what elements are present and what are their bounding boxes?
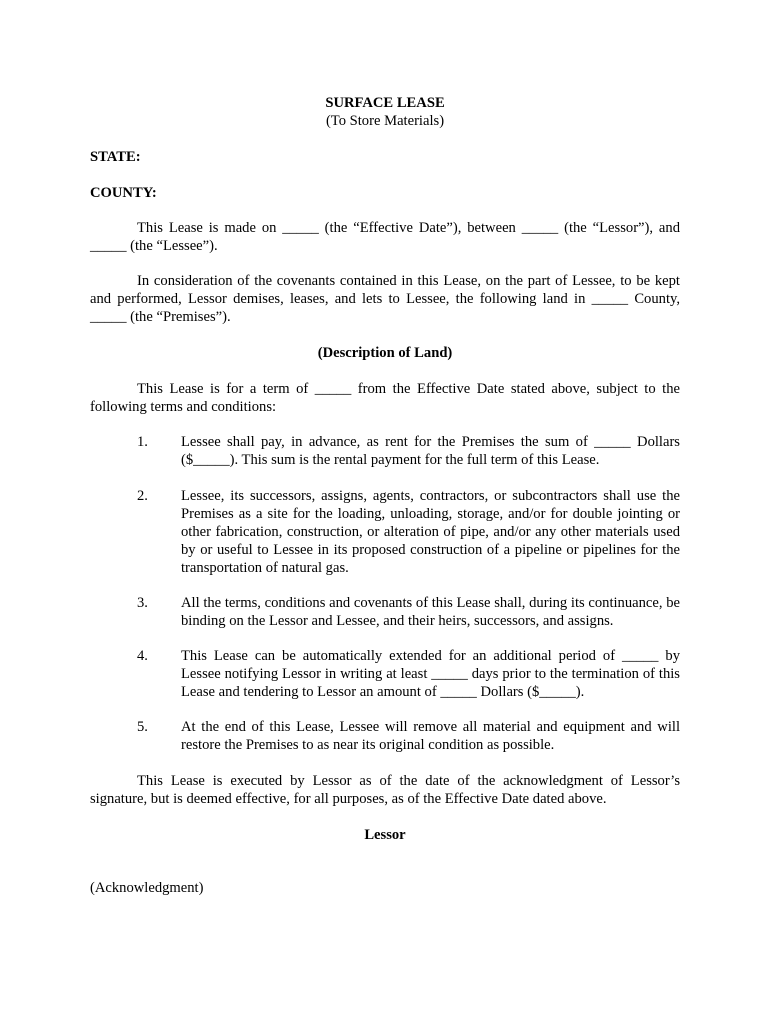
paragraph-effective-date-line1: This Lease is made on _____ (the “Effective Date”), between _____ (the “Lessor”), and — [137, 220, 680, 236]
land-description-heading: (Description of Land) — [317, 345, 453, 361]
paragraph-effective-date-line2: _____ (the “Lessee”). — [90, 238, 218, 254]
document-subtitle: (To Store Materials) — [325, 113, 445, 129]
term-text: Lessee, its successors, assigns, agents, contractors, or subcontractors shall use the Premises as a site for the loading, unloading, storage, and/or for double jointing or other fabrication, construction, or alteration of pipe, and/or any other materials used by or useful to Lessee in its proposed construction of a pipeline or pipelines for the transportation of natural gas. — [181, 488, 680, 576]
lessor-label: Lessor — [364, 827, 406, 843]
term-number: 3. — [137, 595, 148, 611]
term-text: Lessee shall pay, in advance, as rent for the Premises the sum of _____ Dollars ($_____). This sum is the rental payment for the full term of this Lease. — [181, 434, 680, 468]
term-text: This Lease can be automatically extended for an additional period of _____ by Lessee notifying Lessor in writing at least _____ days prior to the termination of this Lease and tendering to Lessor an amount of _____ Dollars ($_____). — [181, 648, 680, 700]
paragraph-term-line1: This Lease is for a term of _____ from the Effective Date stated above, subject to the — [137, 381, 680, 397]
term-text: All the terms, conditions and covenants of this Lease shall, during its continuance, be binding on the Lessor and Lessee, and their heirs, successors, and assigns. — [181, 595, 680, 629]
paragraph-consideration-line3: _____ (the “Premises”). — [90, 309, 231, 325]
acknowledgment-label: (Acknowledgment) — [90, 880, 204, 896]
paragraph-consideration-line2: and performed, Lessor demises, leases, and lets to Lessee, the following land in _____ County, — [90, 291, 680, 307]
term-number: 2. — [137, 488, 148, 504]
term-number: 5. — [137, 719, 148, 735]
state-label: STATE: — [90, 149, 141, 165]
term-number: 4. — [137, 648, 148, 664]
paragraph-execution-line1: This Lease is executed by Lessor as of the date of the acknowledgment of Lessor’s — [137, 773, 680, 789]
paragraph-consideration-line1: In consideration of the covenants contained in this Lease, on the part of Lessee, to be kept — [137, 273, 680, 289]
term-number: 1. — [137, 434, 148, 450]
term-text: At the end of this Lease, Lessee will remove all material and equipment and will restore the Premises to as near its original condition as possible. — [181, 719, 680, 753]
paragraph-execution-line2: signature, but is deemed effective, for all purposes, as of the Effective Date dated above. — [90, 791, 607, 807]
county-label: COUNTY: — [90, 185, 157, 201]
document-title: SURFACE LEASE — [325, 95, 445, 111]
paragraph-term-line2: following terms and conditions: — [90, 399, 277, 415]
